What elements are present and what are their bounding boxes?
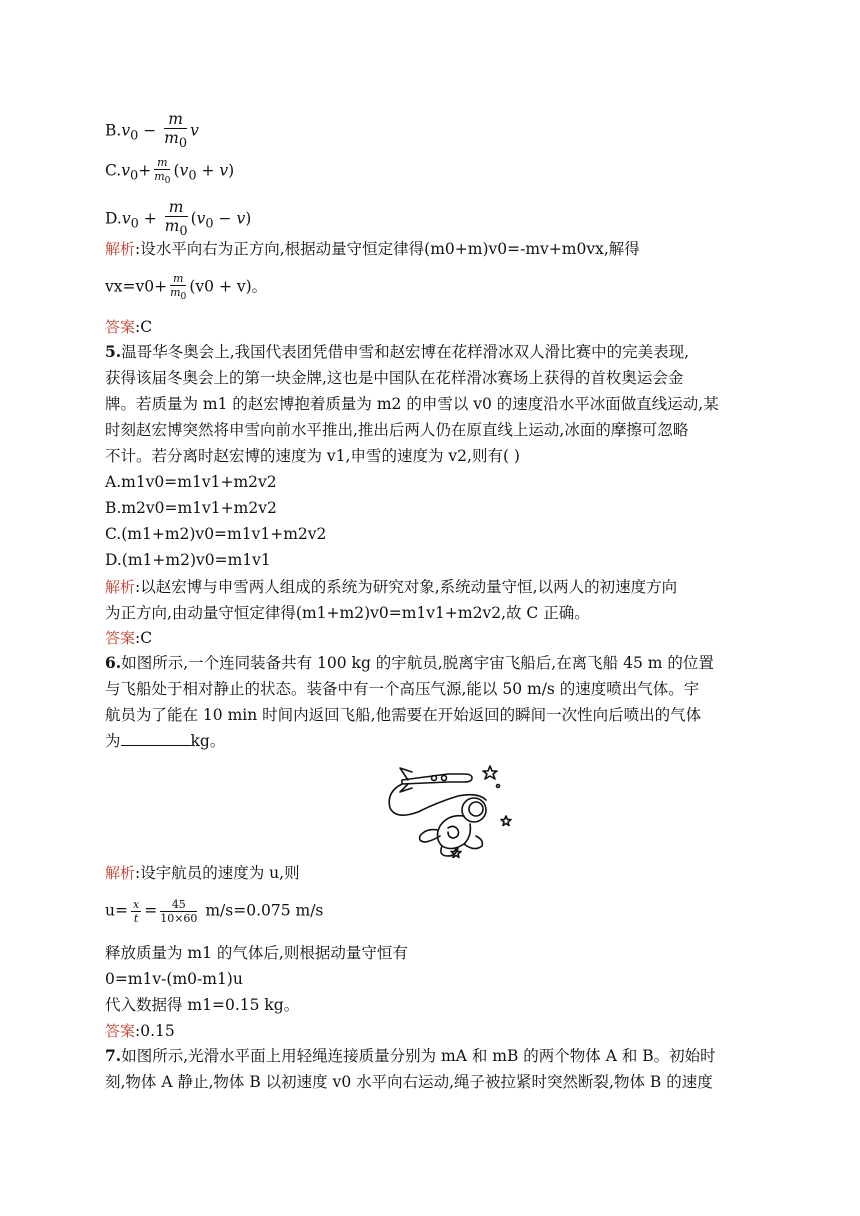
q6-u-equation: u= $\frac{x}{t}$ = $\frac{45}{10\times 60}$ m/s=0.075 m/s [105,898,324,925]
q6-stem: 6.如图所示,一个连同装备共有 100 kg 的宇航员,脱离宇宙飞船后,在离飞船 45 m 的位置 与飞船处于相对静止的状态。装备中有一个高压气源,能以 50 m/s 的速度喷出气体。宇 航员为了能在 10 min 时间内返回飞船,他需要在开始返回的瞬间一次性向后喷出的气体 为 kg。 [105,653,714,750]
q6-release-line: 释放质量为 m1 的气体后,则根据动量守恒有 [105,944,408,962]
q4-analysis-result: vx=v0+ $\frac{m}{m_0}$ (v0 + v)。 [105,272,268,303]
q5-option-a: A.m1v0=m1v1+m2v2 [105,473,277,491]
dot-icon [497,785,500,788]
star-icon [501,816,511,826]
fraction-m-over-m0-d: $\frac{m}{m_0}$ [164,198,188,240]
fraction-small: $\frac{m}{m_0}$ [154,156,171,187]
option-c: $C.v_0+$ $\frac{m}{m_0}$ $(v_0 + v)$ [105,156,235,187]
q5-analysis: 解析:以赵宏博与申雪两人组成的系统为研究对象,系统动量守恒,以两人的初速度方向 为正方向,由动量守恒定律得(m1+m2)v0=m1v1+m2v2,故 C 正确。 [105,578,678,622]
q5-stem: 5.温哥华冬奥会上,我国代表团凭借申雪和赵宏博在花样滑冰双人滑比赛中的完美表现, 获得该届冬奥会上的第一块金牌,这也是中国队在花样滑冰赛场上获得的首枚奥运会金 牌。若质量为 m1 的赵宏博抱着质量为 m2 的申雪以 v0 的速度沿水平冰面做直线运动,某 时刻赵宏博突然将申雪向前水平推出,推出后两人仍在原直线上运动,冰面的摩擦可忽略 不计。若分离时赵宏博的速度为 v1,申雪的速度为 v2,则有( ) [105,342,719,465]
answer-blank [121,729,191,746]
fraction-small-q4: $\frac{m}{m_0}$ [170,272,187,303]
astronaut-illustration [378,752,518,862]
fraction-m-over-m0: $\frac{m}{m_0}$ [164,110,188,152]
q6-analysis: 解析:设宇航员的速度为 u,则 [105,864,300,882]
star-icon [483,766,497,779]
q6-substitution: 代入数据得 m1=0.15 kg。 [105,996,300,1014]
q4-analysis: 解析:设水平向右为正方向,根据动量守恒定律得(m0+m)v0=-mv+m0vx,解得 [105,240,640,258]
q5-option-c: C.(m1+m2)v0=m1v1+m2v2 [105,525,327,543]
q5-option-d: D.(m1+m2)v0=m1v1 [105,551,271,569]
q4-answer: 答案:C [105,318,153,336]
option-d: $D.v_0$ + $\frac{m}{m_0}$ $(v_0 - v)$ [105,198,252,240]
q6-momentum-equation: 0=m1v-(m0-m1)u [105,970,243,988]
option-b: $B.v_0$ − $\frac{m}{m_0}$ v [105,110,199,152]
q5-answer: 答案:C [105,629,153,647]
fraction-45-over-600: $\frac{45}{10\times 60}$ [160,898,198,925]
q6-answer: 答案:0.15 [105,1022,175,1040]
q5-option-b: B.m2v0=m1v1+m2v2 [105,499,277,517]
fraction-x-over-t: $\frac{x}{t}$ [132,898,140,925]
q7-stem: 7.如图所示,光滑水平面上用轻绳连接质量分别为 mA 和 mB 的两个物体 A 和 B。初始时 刻,物体 A 静止,物体 B 以初速度 v0 水平向右运动,绳子被拉紧时突然断裂,物体 B 的速度 [105,1046,716,1091]
